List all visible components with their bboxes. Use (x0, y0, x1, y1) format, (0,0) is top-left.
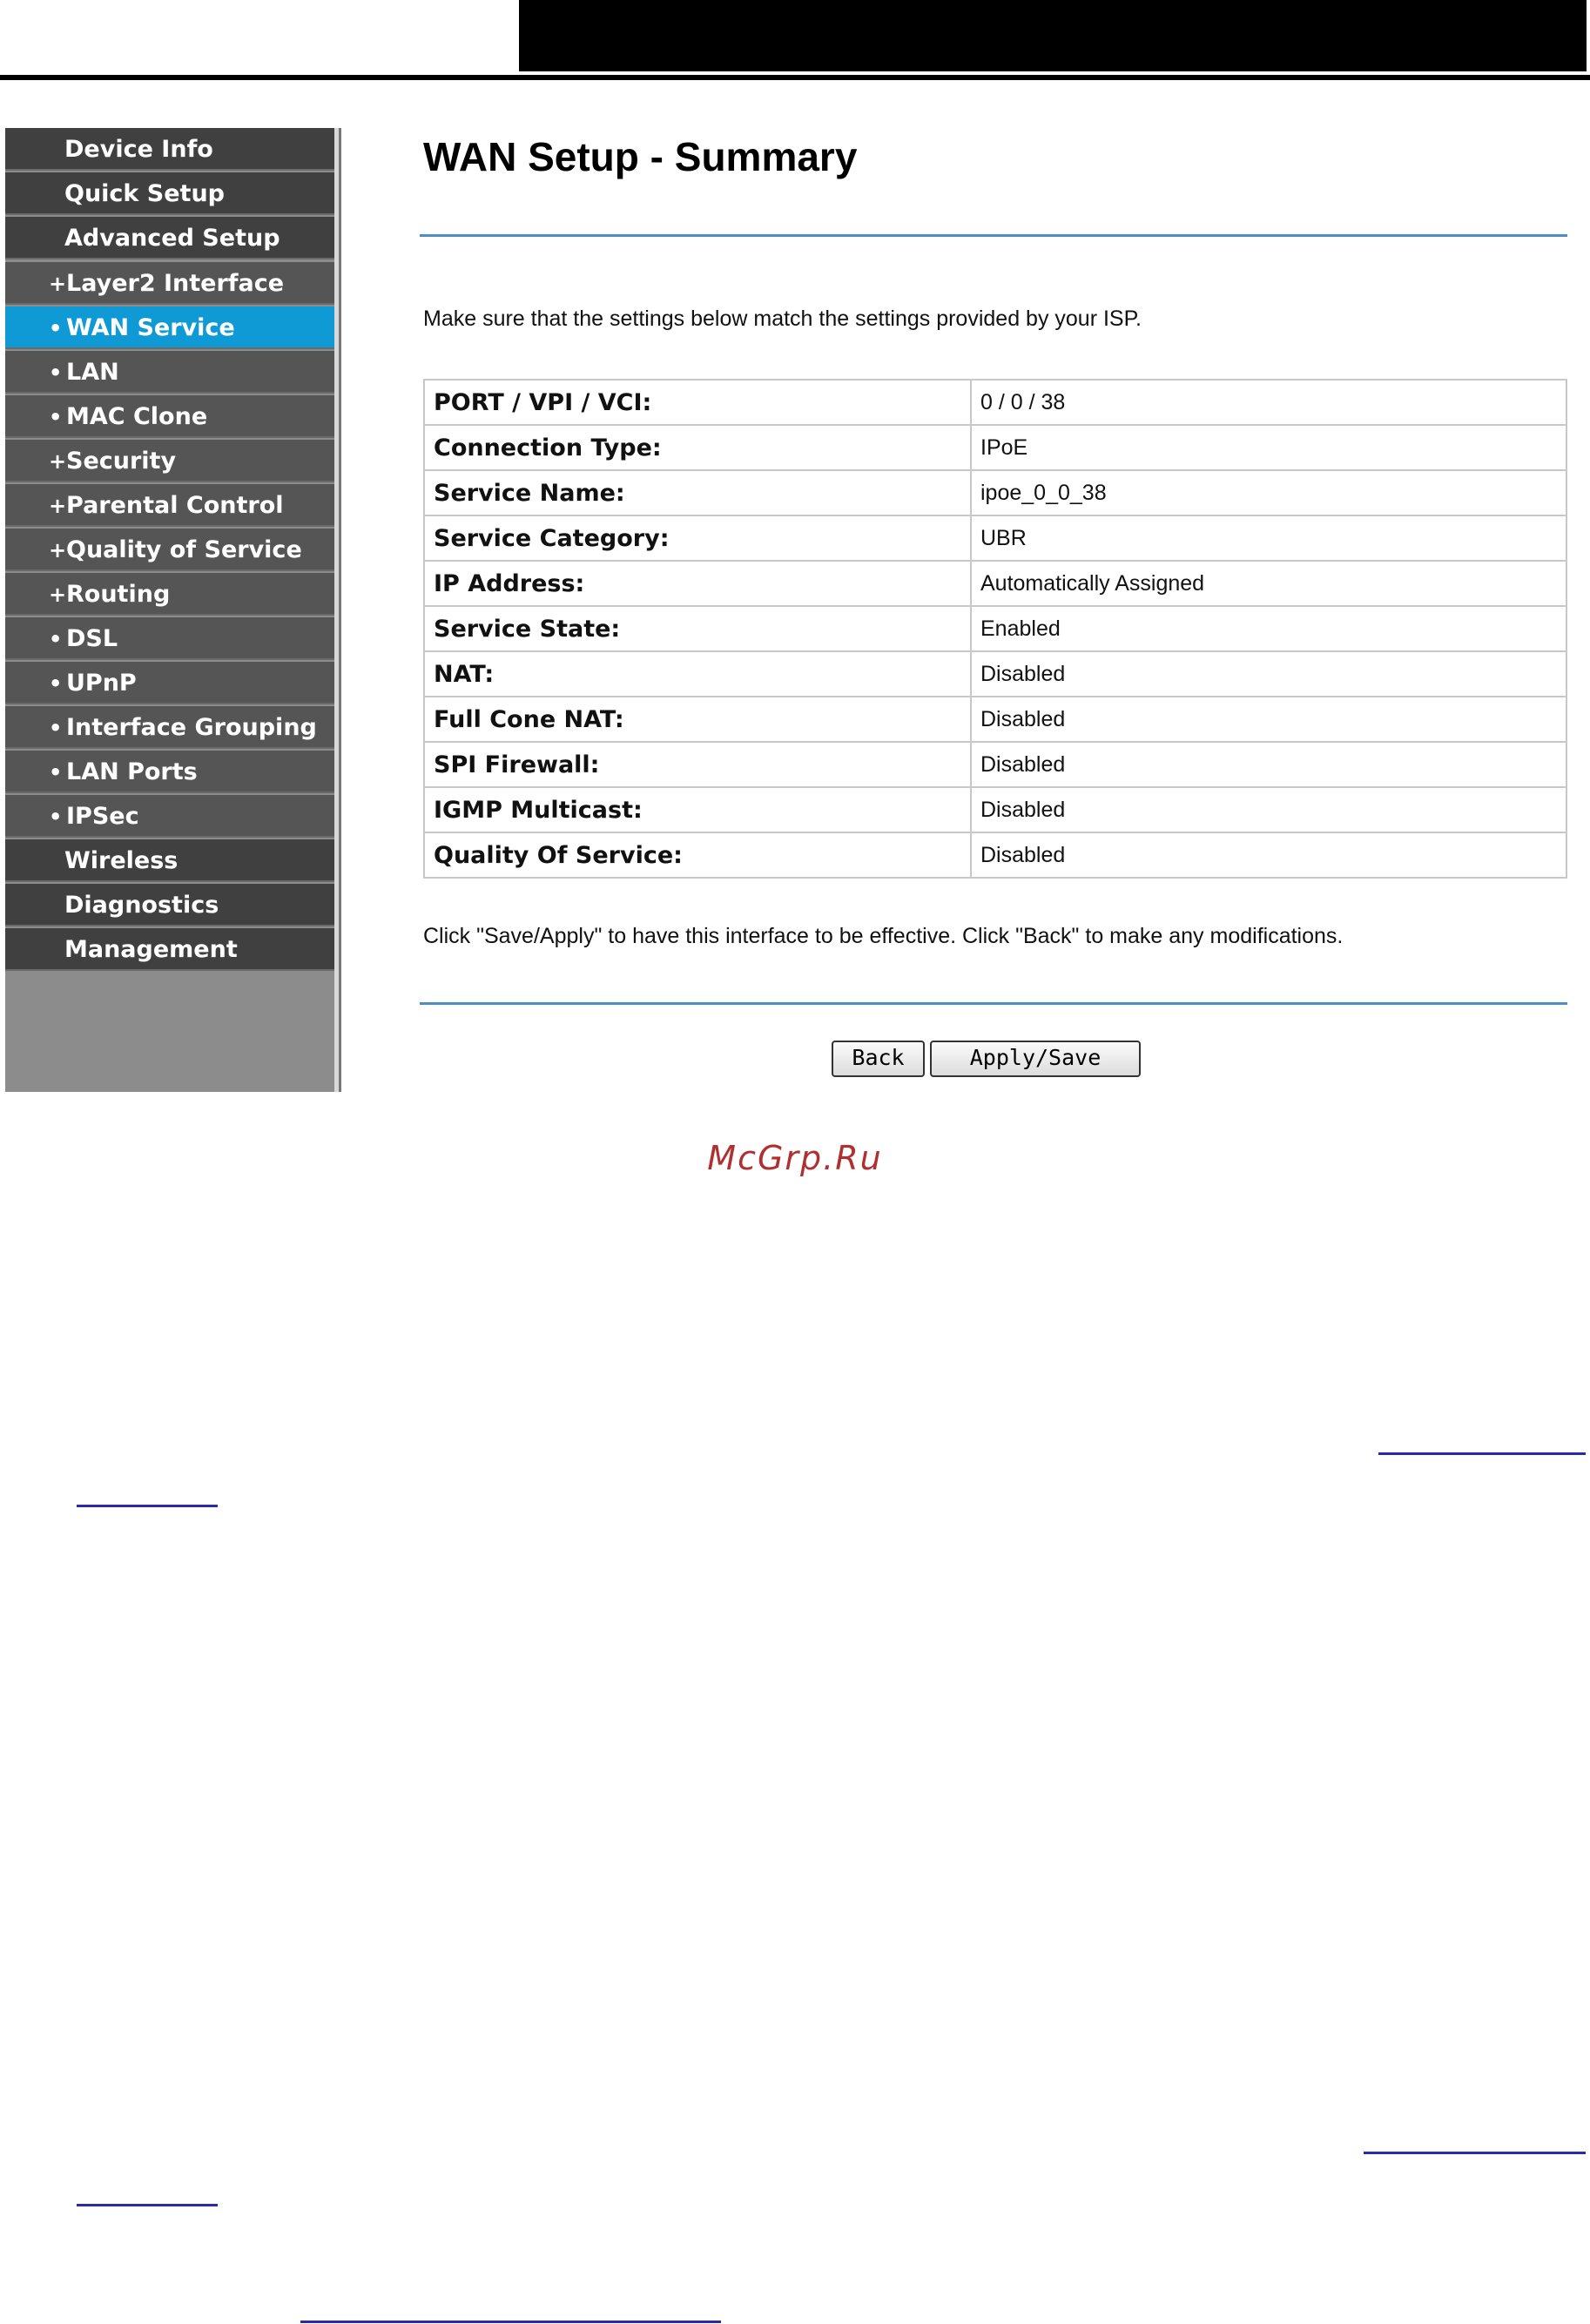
bullet-icon: • (49, 716, 63, 740)
table-row: Service Name: ipoe_0_0_38 (424, 470, 1566, 515)
plus-icon: + (49, 449, 67, 474)
header-rule (0, 75, 1590, 80)
table-row: Service Category: UBR (424, 515, 1566, 561)
link-underline[interactable] (1378, 1452, 1586, 1455)
table-row: NAT: Disabled (424, 651, 1566, 697)
plus-icon: + (49, 494, 67, 518)
summary-table (423, 379, 1567, 879)
sidebar-item-upnp[interactable]: • UPnP (5, 662, 334, 704)
intro-text: Make sure that the settings below match the settings provided by your ISP. (423, 306, 1142, 331)
sidebar-item-lan[interactable]: • LAN (5, 351, 334, 394)
header-black-bar (519, 0, 1587, 71)
bullet-icon: • (49, 627, 63, 651)
footer-divider (420, 1002, 1567, 1005)
link-underline[interactable] (300, 2321, 721, 2323)
bullet-icon: • (49, 760, 63, 785)
bullet-icon: • (49, 405, 63, 429)
link-underline[interactable] (77, 2204, 218, 2206)
save-note: Click "Save/Apply" to have this interface to be effective. Click "Back" to make any modifications. (423, 924, 1344, 948)
main-content (345, 128, 1585, 1092)
table-row: Service State: Enabled (424, 606, 1566, 651)
sidebar-item-advanced-setup[interactable]: Advanced Setup (5, 217, 334, 259)
sidebar-item-lan-ports[interactable]: • LAN Ports (5, 751, 334, 793)
table-row: Connection Type: IPoE (424, 425, 1566, 470)
sidebar (5, 128, 334, 1092)
watermark: McGrp.Ru (707, 1139, 883, 1177)
table-row: Full Cone NAT: Disabled (424, 697, 1566, 742)
sidebar-item-quality-of-service[interactable]: +Quality of Service (5, 529, 334, 571)
table-row: Quality Of Service: Disabled (424, 832, 1566, 878)
sidebar-divider (334, 128, 341, 1092)
link-underline[interactable] (1364, 2152, 1586, 2154)
sidebar-item-ipsec[interactable]: • IPSec (5, 795, 334, 838)
sidebar-item-mac-clone[interactable]: • MAC Clone (5, 395, 334, 438)
link-underline[interactable] (77, 1505, 218, 1507)
sidebar-item-parental-control[interactable]: +Parental Control (5, 484, 334, 527)
bullet-icon: • (49, 316, 63, 340)
table-row: SPI Firewall: Disabled (424, 742, 1566, 787)
plus-icon: + (49, 538, 67, 562)
sidebar-item-diagnostics[interactable]: Diagnostics (5, 884, 334, 926)
page-title: WAN Setup - Summary (423, 134, 858, 179)
router-ui-screenshot (5, 128, 1585, 1092)
title-divider (420, 234, 1567, 237)
back-button[interactable]: Back (832, 1041, 925, 1077)
sidebar-item-security[interactable]: +Security (5, 440, 334, 482)
sidebar-item-routing[interactable]: +Routing (5, 573, 334, 616)
table-row: IP Address: Automatically Assigned (424, 561, 1566, 606)
sidebar-item-interface-grouping[interactable]: • Interface Grouping (5, 706, 334, 749)
table-row: IGMP Multicast: Disabled (424, 787, 1566, 832)
sidebar-item-wireless[interactable]: Wireless (5, 839, 334, 882)
plus-icon: + (49, 272, 67, 296)
bullet-icon: • (49, 671, 63, 696)
sidebar-item-quick-setup[interactable]: Quick Setup (5, 172, 334, 215)
bullet-icon: • (49, 805, 63, 829)
sidebar-item-layer2-interface[interactable]: +Layer2 Interface (5, 262, 334, 305)
table-row: PORT / VPI / VCI: 0 / 0 / 38 (424, 380, 1566, 425)
sidebar-item-dsl[interactable]: • DSL (5, 617, 334, 660)
apply-save-button[interactable]: Apply/Save (930, 1041, 1141, 1077)
plus-icon: + (49, 583, 67, 607)
sidebar-item-management[interactable]: Management (5, 928, 334, 971)
bullet-icon: • (49, 360, 63, 385)
sidebar-item-wan-service[interactable]: • WAN Service (5, 306, 334, 349)
sidebar-item-device-info[interactable]: Device Info (5, 128, 334, 171)
